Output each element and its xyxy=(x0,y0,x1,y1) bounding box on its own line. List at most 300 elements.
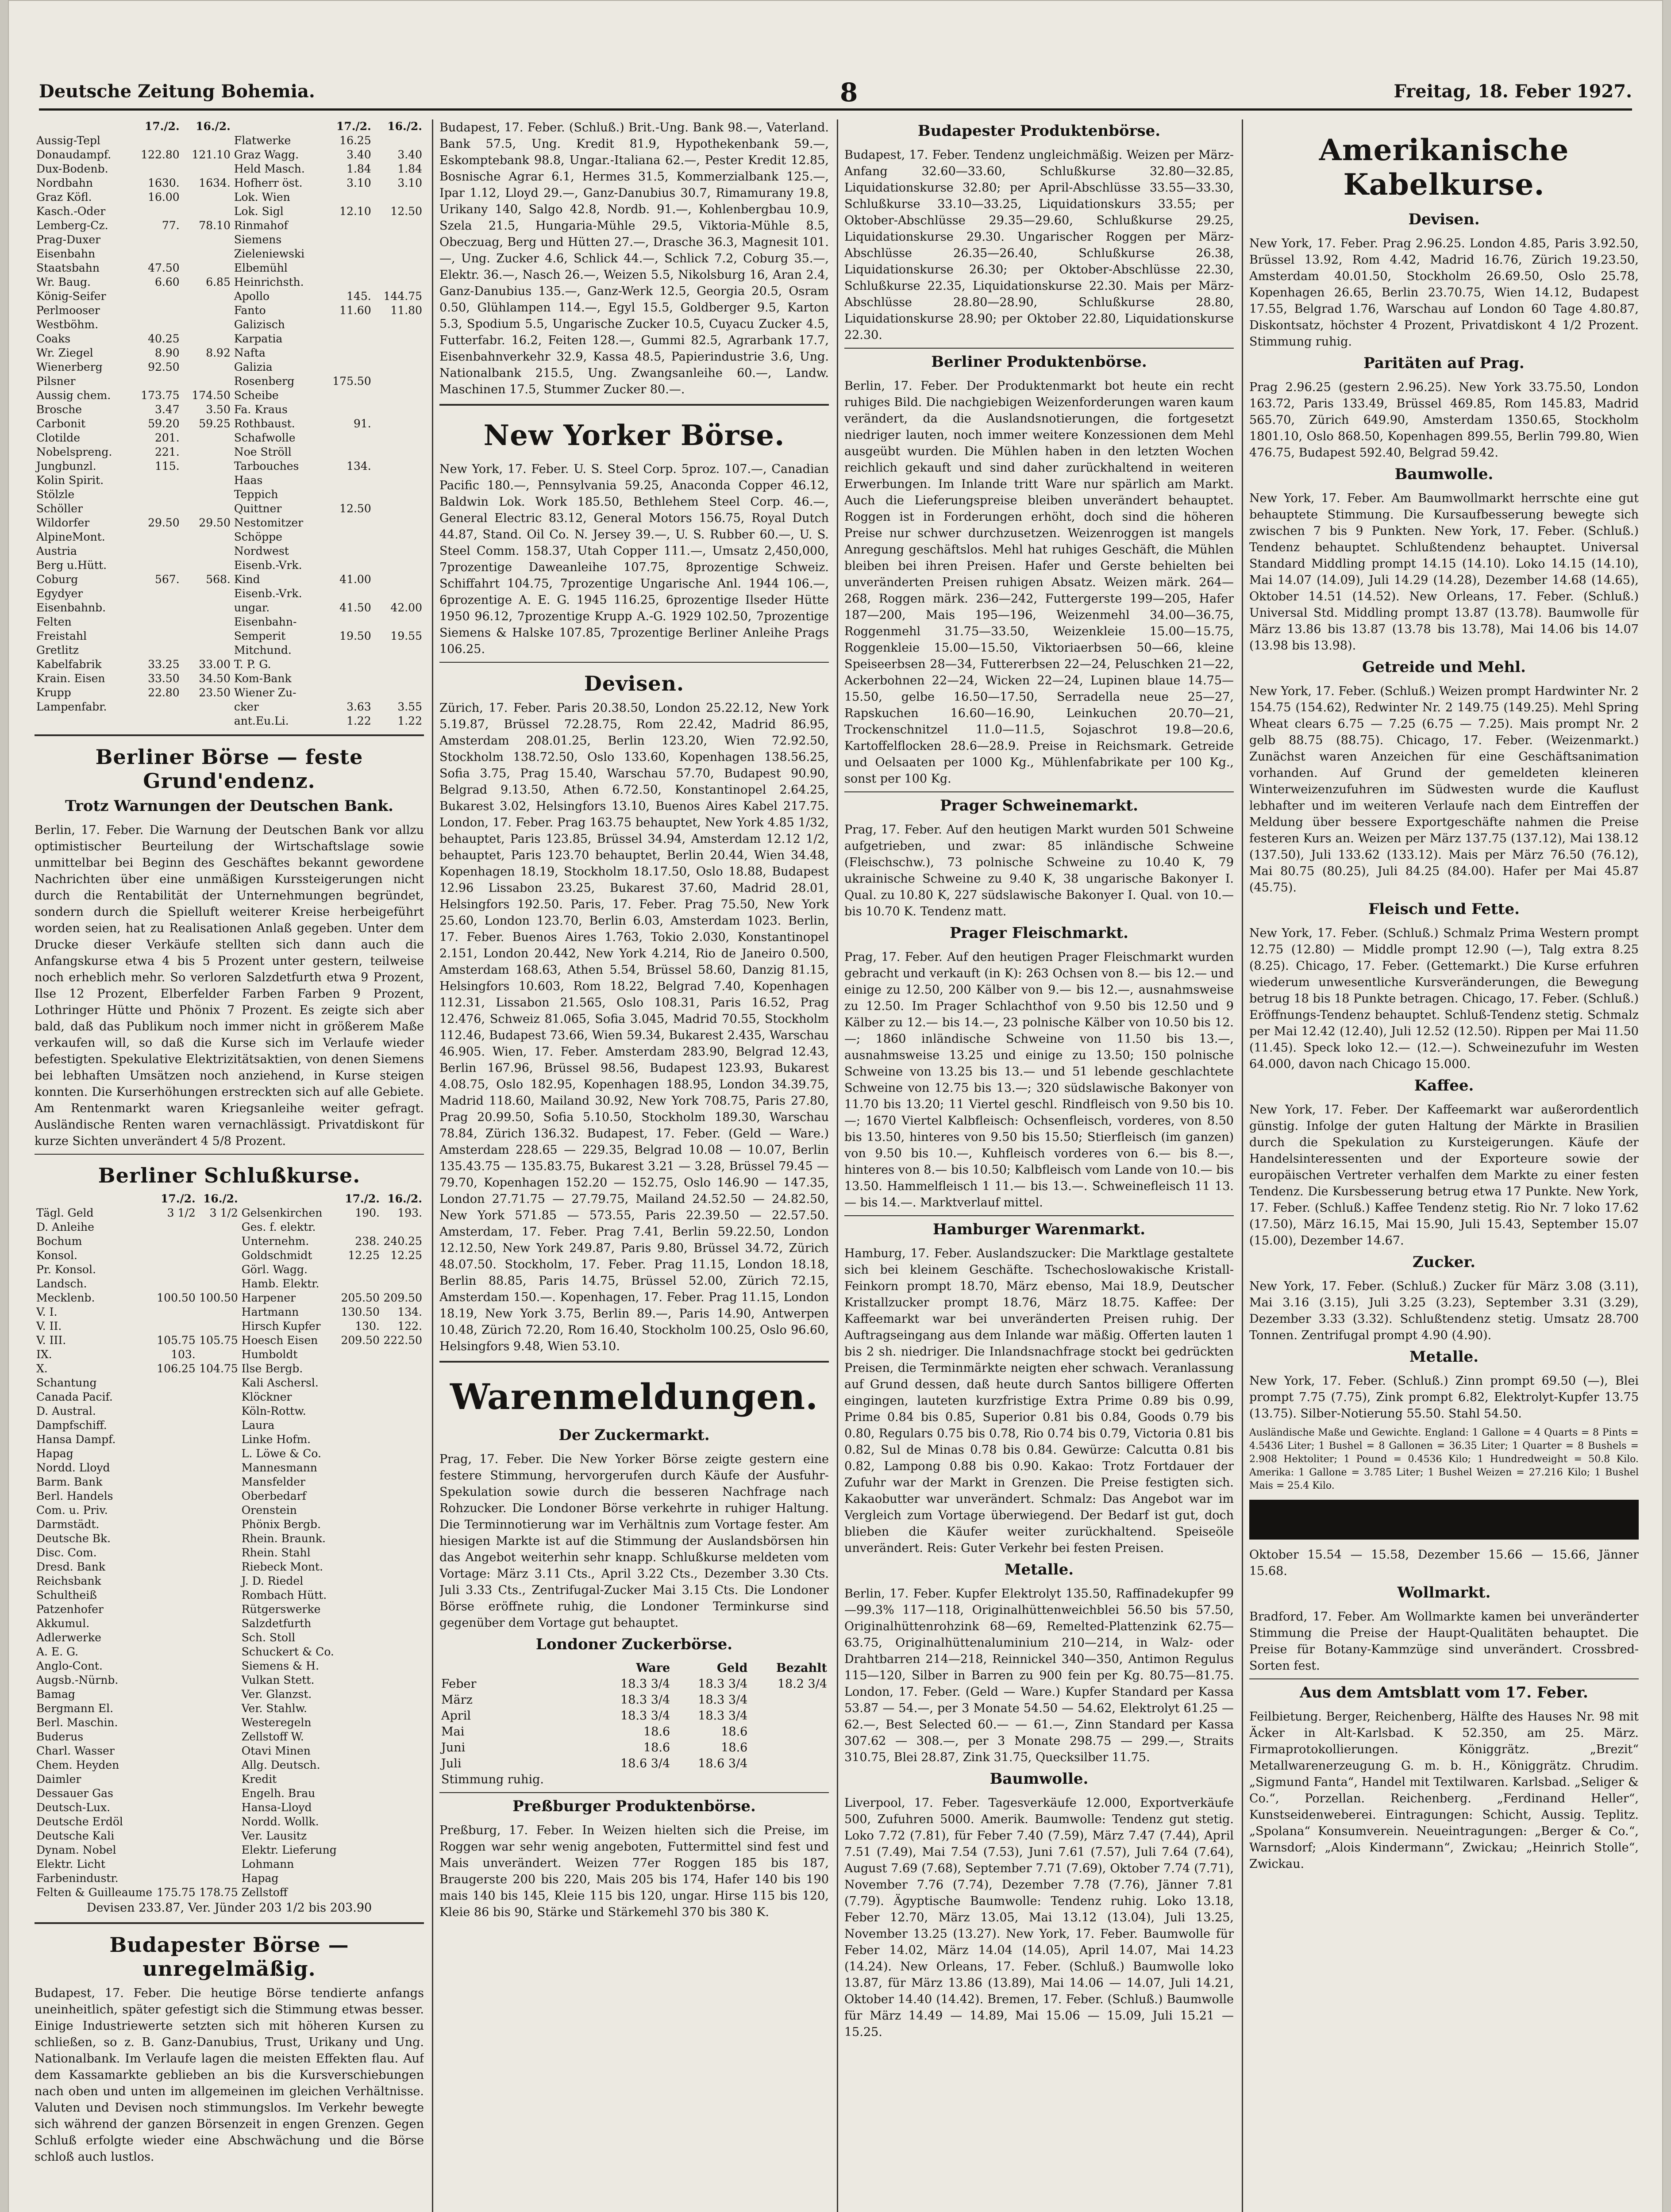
london-sugar-title: Londoner Zuckerbörse. xyxy=(535,1636,733,1653)
table-cell: Klöckner xyxy=(241,1390,292,1403)
table-row xyxy=(35,1857,424,1871)
table-cell xyxy=(197,1376,240,1390)
berlin-produce-title: Berliner Produktenbörse. xyxy=(931,353,1147,371)
table-cell xyxy=(381,1857,424,1871)
table-cell: 1630. xyxy=(148,177,180,189)
table-cell xyxy=(381,1588,424,1602)
table-cell xyxy=(381,1503,424,1517)
table-cell: 103. xyxy=(171,1348,196,1361)
table-row xyxy=(35,1631,424,1645)
table-row xyxy=(35,530,424,544)
table-cell: 59.25 xyxy=(199,417,231,430)
table-cell: 16.25 xyxy=(339,134,371,147)
table-cell xyxy=(381,1390,424,1404)
table-cell xyxy=(197,1546,240,1560)
table-cell xyxy=(381,1631,424,1645)
table-cell xyxy=(381,1772,424,1786)
table-cell: Konsol. xyxy=(36,1249,77,1262)
table-cell xyxy=(197,1801,240,1815)
table-cell: Bochum xyxy=(36,1235,82,1248)
table-row xyxy=(35,459,424,473)
table-cell xyxy=(197,1390,240,1404)
table-cell: 18.6 xyxy=(643,1741,670,1755)
table-cell: Siemens & H. xyxy=(241,1659,320,1672)
table-cell xyxy=(339,1362,381,1376)
table-cell: 11.60 xyxy=(339,304,371,317)
table-cell: 17./2. xyxy=(345,1192,380,1205)
table-cell xyxy=(322,233,373,247)
us-metals-report: New York, 17. Feber. (Schluß.) Zinn prompt 69.50 (—), Blei prompt 7.75 (7.75), Zink prompt 6.82, Elektrolyt-Kupfer 13.75 (13.75). Silber-Notierung 55.50. Stahl 54.50. xyxy=(1249,1374,1639,1421)
table-cell xyxy=(130,502,181,516)
table-cell xyxy=(439,1660,594,1676)
table-cell xyxy=(155,1701,197,1716)
table-cell: Farbenindustr. xyxy=(36,1872,119,1885)
us-cotton-report: New York, 17. Feber. Am Baumwollmarkt herrschte eine gut behauptete Stimmung. Die Kursaufbesserung bewegte sich zwischen 7 bis 9 Punkten. New York, 17. Feber. (Schluß.) Tendenz behauptet. Schlußtendenz behauptet. Universal Standard Middling prompt 14.15 (14.10). Loko 14.15 (14.10), Mai 14.07 (14.09), Juli 14.29 (14.28), Dezember 14.68 (14.65), Oktober 14.51 (14.52). New Orleans, 17. Feber. (Schluß.) Universal Std. Middling prompt 13.87 (13.78). Baumwolle für März 13.86 bis 13.87 (13.78 bis 13.78), Mai 14.06 bis 14.07 (13.98 bis 13.98). xyxy=(1249,492,1639,653)
table-cell xyxy=(339,1730,381,1744)
table-cell: V. II. xyxy=(36,1320,62,1333)
table-cell xyxy=(381,1744,424,1758)
table-cell xyxy=(197,1617,240,1631)
grain-flour-report: New York, 17. Feber. (Schluß.) Weizen prompt Hardwinter Nr. 2 154.75 (154.62), Redwinter Nr. 2 149.75 (149.25). Mehl Spring Wheat clears 6.75 — 7.25 (6.75 — 7.25). Mais prompt Nr. 2 gelb 88.75 (88.75). Chicago, 17. Feber. (Weizenmarkt.) Zunächst waren Anzeichen für eine Geschäftsanimation vorhanden. Auf Grund der gemeldeten kleineren Winterweizenzufuhren im Südwesten wurde die Kauflust lebhafter und im weiteren Verlaufe nach dem Eintreffen der Meldung über bessere Exportgeschäfte nahmen die Preise festeren Kurs an. Weizen per März 137.75 (137.12), Mai 138.12 (137.50), Juli 133.62 (133.12). Mais per März 76.50 (76.12), Mai 80.75 (80.25), Juli 84.25 (84.00). Hafer per Mai 45.87 (45.75). xyxy=(1249,684,1639,895)
table-cell: Hoesch Eisen xyxy=(241,1334,318,1347)
table-cell xyxy=(749,1740,829,1756)
table-cell: Anglo-Cont. xyxy=(36,1659,103,1672)
table-cell xyxy=(381,1517,424,1532)
table-cell xyxy=(197,1730,240,1744)
table-cell xyxy=(155,1489,197,1503)
table-cell xyxy=(155,1546,197,1560)
table-cell xyxy=(381,1574,424,1588)
table-cell xyxy=(197,1857,240,1871)
table-row xyxy=(35,1348,424,1362)
table-cell xyxy=(381,1461,424,1475)
table-cell: Nordwest xyxy=(234,545,289,557)
table-cell xyxy=(181,162,232,176)
table-cell: 18.3 3/4 xyxy=(620,1693,670,1707)
table-cell: 77. xyxy=(162,219,180,232)
table-cell: Rombach Hütt. xyxy=(241,1589,327,1601)
cotton-report: Liverpool, 17. Feber. Tagesverkäufe 12.000, Exportverkäufe 500, Zufuhren 5000. Amerik. Baumwolle: Tendenz gut stetig. Loko 7.72 (7.81), für Feber 7.40 (7.59), März 7.47 (7.44), April 7.51 (7.49), Mai 7.54 (7.53), Juni 7.61 (7.57), Juli 7.64 (7.64), August 7.69 (7.68), September 7.71 (7.69), Oktober 7.74 (7.71), November 7.76 (7.74), Dezember 7.78 (7.76), Jänner 7.81 (7.79). Ägyptische Baumwolle: Tendenz ruhig. Loko 13.18, Feber 12.70, März 13.05, Mai 13.12 (13.04), Juli 13.25, November 13.25 (13.27). New York, 17. Feber. Baumwolle für Feber 14.02, März 14.04 (14.05), April 14.07, Mai 14.23 (14.24). New Orleans, 17. Feber. (Schluß.) Baumwolle loko 13.87, für März 13.86 (13.89), Mai 14.06 — 14.07, Juli 14.21, Oktober 14.40 (14.42). Bremen, 17. Feber. (Schluß.) Baumwolle für März 14.49 — 14.89, Mai 15.06 — 15.09, Juli 15.21 — 15.25. xyxy=(844,1796,1234,2039)
table-cell xyxy=(373,318,424,332)
table-cell: Hapag xyxy=(36,1447,73,1460)
table-row xyxy=(35,587,424,601)
table-cell: Akkumul. xyxy=(36,1617,90,1630)
us-metals-title: Metalle. xyxy=(1409,1348,1479,1366)
table-row xyxy=(35,1815,424,1829)
table-cell: 18.3 3/4 xyxy=(698,1709,748,1723)
table-cell: Com. u. Priv. xyxy=(36,1504,108,1517)
table-cell: Hartmann xyxy=(241,1306,299,1318)
table-cell xyxy=(322,615,373,629)
table-row xyxy=(35,1673,424,1687)
table-row xyxy=(35,190,424,204)
table-cell: 8.90 xyxy=(154,346,180,359)
table-row xyxy=(35,1701,424,1716)
table-cell xyxy=(197,1432,240,1447)
table-cell: Fa. Kraus xyxy=(234,403,288,416)
table-cell: 18.6 xyxy=(643,1725,670,1739)
table-cell xyxy=(339,1659,381,1673)
table-cell xyxy=(35,714,130,728)
us-sugar-title: Zucker. xyxy=(1412,1253,1476,1271)
table-cell xyxy=(155,1517,197,1532)
table-cell xyxy=(322,445,373,459)
table-cell xyxy=(381,1758,424,1772)
divider xyxy=(35,1154,424,1155)
table-cell: Kredit xyxy=(241,1773,277,1786)
table-cell xyxy=(181,601,232,615)
table-cell: Westeregeln xyxy=(241,1716,312,1729)
table-row xyxy=(439,1676,829,1692)
us-cotton-title: Baumwolle. xyxy=(1394,465,1494,483)
table-cell: Pr. Konsol. xyxy=(36,1263,96,1276)
table-cell: 130. xyxy=(355,1320,380,1333)
table-cell: 22.80 xyxy=(148,686,180,699)
table-cell: Bergmann El. xyxy=(36,1702,114,1715)
table-row xyxy=(35,346,424,360)
table-cell xyxy=(373,516,424,530)
sugar-market-title: Der Zuckermarkt. xyxy=(558,1426,710,1444)
table-cell xyxy=(381,1432,424,1447)
table-cell: Felten xyxy=(36,615,72,628)
table-cell xyxy=(339,1574,381,1588)
new-york-exchange-title: New Yorker Börse. xyxy=(483,419,785,452)
table-cell xyxy=(339,1631,381,1645)
table-row xyxy=(35,714,424,728)
table-row xyxy=(35,1829,424,1843)
table-cell xyxy=(373,672,424,686)
table-cell xyxy=(155,1758,197,1772)
table-row xyxy=(35,1475,424,1489)
table-cell xyxy=(155,1588,197,1602)
table-row xyxy=(35,1602,424,1617)
table-cell: Perlmooser xyxy=(36,304,100,317)
table-cell: Bezahlt xyxy=(776,1661,827,1675)
table-cell xyxy=(381,1475,424,1489)
table-cell xyxy=(373,473,424,488)
table-cell: 23.50 xyxy=(199,686,231,699)
table-cell xyxy=(339,1532,381,1546)
wool-quotes: Oktober 15.54 — 15.58, Dezember 15.66 — 15.66, Jänner 15.68. xyxy=(1249,1548,1639,1578)
table-row xyxy=(35,1772,424,1786)
table-cell: Eisenb.-Vrk. xyxy=(234,587,302,600)
table-row xyxy=(35,1263,424,1277)
table-cell xyxy=(155,1248,197,1263)
table-cell: 115. xyxy=(154,460,180,472)
table-cell: Humboldt xyxy=(241,1348,298,1361)
table-cell xyxy=(373,502,424,516)
column-4 xyxy=(1249,119,1639,2212)
table-cell xyxy=(155,1744,197,1758)
foreign-exchange-report: Zürich, 17. Feber. Paris 20.38.50, London 25.22.12, New York 5.19.87, Brüssel 72.28.75, Rom 22.42, Madrid 86.95, Amsterdam 208.01.25, Berlin 123.20, Wien 72.92.50, Stockholm 138.72.50, Oslo 133.60, Kopenhagen 138.56.25, Sofia 3.75, Prag 15.40, Warschau 57.70, Budapest 90.90, Belgrad 9.13.50, Athen 6.72.50, Konstantinopel 2.64.25, Bukarest 3.02, Helsingfors 13.10, Buenos Aires Kabel 217.75. London, 17. Feber. Prag 163.75 behauptet, New York 4.85 1/32, behauptet, Paris 123.85, Brüssel 34.94, Amsterdam 12.12 1/2, behauptet, Paris 123.70 behauptet, Berlin 20.44, Wien 34.48, Kopenhagen 18.19, Stockholm 18.17.50, Oslo 18.88, Budapest 12.96 Lissabon 23.25, Bukarest 37.60, Madrid 28.01, Helsingfors 192.50. Paris, 17. Feber. Prag 75.50, New York 25.60, London 123.70, Berlin 6.03, Amsterdam 1023. Berlin, 17. Feber. Buenos Aires 1.763, Tokio 2.030, Konstantinopel 2.151, London 20.442, New York 4.214, Rio de Janeiro 0.500, Amsterdam 168.63, Athen 5.54, Brüssel 58.60, Danzig 81.15, Helsingfors 10.603, Rom 18.22, Belgrad 7.40, Kopenhagen 112.31, Lissabon 21.565, Oslo 108.31, Paris 16.52, Prag 12.476, Schweiz 81.065, Sofia 3.045, Madrid 70.55, Stockholm 112.46, Budapest 73.66, Wien 59.34, Bukarest 2.435, Warschau 46.905. Wien, 17. Feber. Amsterdam 283.90, Belgrad 12.43, Berlin 167.96, Brüssel 98.56, Budapest 123.93, Bukarest 4.08.75, Oslo 182.95, Kopenhagen 188.95, London 34.39.75, Madrid 118.60, Mailand 30.92, New York 708.75, Paris 27.80, Prag 20.99.50, Sofia 5.10.50, Stockholm 189.30, Warschau 78.84, Zürich 136.32. Budapest, 17. Feber. (Geld — Ware.) Amsterdam 228.65 — 229.35, Belgrad 10.08 — 10.07, Berlin 135.43.75 — 135.83.75, Bukarest 3.21 — 3.28, Brüssel 79.45 — 79.70, Kopenhagen 152.20 — 152.75, Oslo 146.90 — 147.35, London 27.71.75 — 27.79.75, Mailand 24.52.50 — 24.82.50, New York 571.85 — 573.55, Paris 22.39.50 — 22.57.50. Amsterdam, 17. Feber. Prag 7.41, Berlin 59.22.50, London 12.12.50, New York 249.87, Paris 9.80, Brüssel 34.72, Zürich 48.07.50. Stockholm, 17. Feber. Prag 11.15, London 18.18, Berlin 88.85, Paris 14.75, Brüssel 52.00, Zürich 72.15, Amsterdam 150.—. Kopenhagen, 17. Feber. Prag 11.15, London 18.19, New York 3.75, Berlin 89.—, Paris 14.90, Antwerpen 10.48, Zürich 72.20, Rom 16.40, Stockholm 100.25, Oslo 96.60, Helsingfors 9.48, Wien 53.10. xyxy=(439,701,829,1353)
table-cell xyxy=(197,1744,240,1758)
table-cell xyxy=(181,233,232,247)
foreign-exchange-title: Devisen. xyxy=(584,672,684,695)
table-cell: Augsb.-Nürnb. xyxy=(36,1674,119,1686)
coffee-title: Kaffee. xyxy=(1414,1077,1474,1094)
table-cell xyxy=(381,1263,424,1277)
table-cell: Galizia xyxy=(234,361,273,373)
table-cell: 40.25 xyxy=(148,332,180,345)
table-cell: Juni xyxy=(441,1741,466,1755)
table-cell: Rhein. Braunk. xyxy=(241,1532,326,1545)
table-cell xyxy=(322,431,373,445)
table-cell xyxy=(322,686,373,700)
table-cell xyxy=(339,1645,381,1659)
table-cell: 144.75 xyxy=(383,290,422,303)
table-cell xyxy=(155,1390,197,1404)
table-cell: 209.50 xyxy=(341,1334,380,1347)
table-cell xyxy=(130,587,181,601)
table-cell: 12.25 xyxy=(348,1249,380,1262)
table-cell: Rothbaust. xyxy=(234,417,295,430)
table-cell: A. E. G. xyxy=(36,1645,79,1658)
table-row xyxy=(35,1801,424,1815)
hamburg-market-report: Hamburg, 17. Feber. Auslandszucker: Die Marktlage gestaltete sich bei kleinem Geschäfte. Tschechoslowakische Kristall-Feinkorn prompt 18.70, März ebenso, Mai 18.9, Deutscher Kristallzucker prompt 18.76, März 18.75. Kaffee: Der Kaffeemarkt war bei unveränderten Preisen ruhig. Der Auftragseingang aus dem Inlande war mäßig. Offerten lauten 1 bis 2 sh. niedriger. Die Inlandsnachfrage stockt bei gedrückten Preisen, die Terminmärkte neigten eher schwach. Veranlassung auf Grund dessen, daß heute durch Santos billigere Offerten eingingen, lauteten kurzfristige Extra Prime 0.89 bis 0.99, Prime 0.84 bis 0.85, Superior 0.81 bis 0.84, Goods 0.79 bis 0.80, Regulars 0.75 bis 0.78, Rio 0.74 bis 0.79, Victoria 0.81 bis 0.82, Sul de Minas 0.78 bis 0.84. Gewürze: Calcutta 0.81 bis 0.82, Lampong 0.88 bis 0.90. Kakao: Trotz Fortdauer der Zufuhr war der Markt in Grenzen. Die Preise festigten sich. Kakaobutter war unverändert. Schmalz: Das Angebot war im Vergleich zum Vortage überwiegend. Der Bedarf ist gut, doch blieben die Käufer weiter zurückhaltend. Speiseöle unverändert. Reis: Guter Verkehr bei festen Preisen. xyxy=(844,1247,1234,1555)
table-cell: Austria xyxy=(36,545,77,557)
table-row xyxy=(439,1724,829,1740)
table-cell xyxy=(322,558,373,572)
table-cell: Engelh. Brau xyxy=(241,1787,316,1800)
table-cell xyxy=(197,1645,240,1659)
table-cell: 16./2. xyxy=(203,1192,238,1205)
table-cell: Schultheiß xyxy=(36,1589,97,1601)
us-foreign-exchange-title: Devisen. xyxy=(1408,211,1480,228)
table-cell: 1634. xyxy=(199,177,231,189)
table-row xyxy=(35,148,424,162)
table-cell: 59.20 xyxy=(148,417,180,430)
table-row xyxy=(35,473,424,488)
table-cell: Mitchund. xyxy=(234,644,292,657)
table-row xyxy=(35,1447,424,1461)
table-cell xyxy=(181,332,232,346)
table-cell xyxy=(197,1263,240,1277)
table-cell xyxy=(130,247,181,261)
table-cell: Staatsbahn xyxy=(36,261,100,274)
table-cell: Noe Ströll xyxy=(234,445,292,458)
table-cell xyxy=(373,388,424,403)
table-cell xyxy=(749,1708,829,1724)
table-cell: 3 1/2 xyxy=(167,1206,196,1219)
table-cell xyxy=(181,261,232,275)
table-row xyxy=(35,1843,424,1857)
table-cell: Charl. Wasser xyxy=(36,1744,115,1757)
table-cell xyxy=(339,1687,381,1701)
table-cell xyxy=(322,587,373,601)
table-cell xyxy=(381,1404,424,1418)
table-cell xyxy=(197,1475,240,1489)
table-cell: Krain. Eisen xyxy=(36,672,105,685)
table-cell: 16.00 xyxy=(148,191,180,204)
table-cell xyxy=(155,1574,197,1588)
table-cell xyxy=(339,1503,381,1517)
table-row xyxy=(35,1532,424,1546)
table-cell: 18.6 xyxy=(721,1725,748,1739)
table-cell xyxy=(339,1390,381,1404)
table-cell: Held Masch. xyxy=(234,162,305,175)
table-cell xyxy=(381,1716,424,1730)
berlin-closing-footnote: Devisen 233.87, Ver. Jünder 203 1/2 bis 203.90 xyxy=(86,1901,372,1915)
table-cell xyxy=(322,530,373,544)
table-cell: 41.00 xyxy=(339,573,371,586)
wool-market-title: Wollmarkt. xyxy=(1397,1584,1491,1601)
table-cell xyxy=(197,1871,240,1886)
table-row xyxy=(35,1588,424,1602)
table-cell xyxy=(130,303,181,318)
table-cell xyxy=(373,488,424,502)
table-cell xyxy=(373,134,424,148)
table-cell: Dessauer Gas xyxy=(36,1787,113,1800)
stock-quotes-table xyxy=(35,119,424,728)
table-cell: 3 1/2 xyxy=(209,1206,238,1219)
table-cell: 122. xyxy=(397,1320,422,1333)
table-cell xyxy=(181,247,232,261)
table-cell xyxy=(240,1192,339,1206)
table-cell xyxy=(181,629,232,643)
table-cell xyxy=(339,1871,381,1886)
berlin-exchange-report: Berlin, 17. Feber. Die Warnung der Deutschen Bank vor allzu optimistischer Beurteilung der Wirtschaftslage sowie unmittelbar bei Beginn des Geschäftes bekannt gewordene Nachrichten über eine unmäßigen Kurssteigerungen nicht durch die Rentabilität der Unternehmungen begründet, sondern durch die Spielluft weiterer Kreise herbeigeführt worden seien, hat zu Realisationen Anlaß gegeben. Unter dem Drucke dieser Verkäufe stellten sich dann auch die Anfangskurse etwa 4 bis 5 Prozent unter gestern, teilweise noch erheblich mehr. So verloren Salzdetfurth etwa 9 Prozent, Ilse 12 Prozent, Elberfelder Farben Farben 9 Prozent, Lothringer Hütte und Phönix 7 Prozent. Es zeigte sich aber bald, daß das Publikum noch immer nicht in größerem Maße verkaufen will, so daß die Kurse sich im Verlaufe wieder befestigten. Spekulative Elektrizitätsaktien, von denen Siemens bei lebhaften Umsätzen noch anziehend, in Kurse steigen konnten. Die Kurserhöhungen erstreckten sich auf alle Gebiete. Am Rentenmarkt waren Kriegsanleihe weiter gefragt. Ausländische Renten waren vernachlässigt. Privatdiskont für kurze Sichten unverändert 4 5/8 Prozent. xyxy=(35,823,424,1148)
table-row xyxy=(35,332,424,346)
table-cell xyxy=(197,1602,240,1617)
table-cell xyxy=(339,1815,381,1829)
table-cell xyxy=(130,488,181,502)
divider xyxy=(439,404,829,406)
table-cell: Krupp xyxy=(36,686,71,699)
table-cell xyxy=(130,374,181,388)
table-cell: Heinrichsth. xyxy=(234,276,304,288)
table-cell: 3.47 xyxy=(154,403,180,416)
table-cell: Stimmung ruhig. xyxy=(441,1773,544,1786)
table-cell xyxy=(130,134,181,148)
table-cell xyxy=(322,516,373,530)
table-cell: L. Löwe & Co. xyxy=(241,1447,321,1460)
meat-market-title: Prager Fleischmarkt. xyxy=(950,924,1128,942)
table-cell: 1.22 xyxy=(347,714,371,727)
table-row xyxy=(35,403,424,417)
table-cell: Elektr. Lieferung xyxy=(241,1843,337,1856)
table-cell: Lok. Sigl xyxy=(234,205,284,218)
table-cell: 1.22 xyxy=(397,714,422,727)
table-header-row xyxy=(35,119,424,134)
table-cell xyxy=(197,1418,240,1432)
table-cell: 105.75 xyxy=(157,1334,196,1347)
table-cell: Sch. Stoll xyxy=(241,1631,296,1644)
table-cell: Mai xyxy=(441,1725,465,1739)
table-cell xyxy=(339,1348,381,1362)
table-cell xyxy=(155,1716,197,1730)
table-cell xyxy=(130,714,181,728)
table-cell: Berg u.Hütt. xyxy=(36,559,107,572)
table-cell xyxy=(594,1772,672,1788)
table-cell xyxy=(373,459,424,473)
table-row xyxy=(35,657,424,672)
table-cell xyxy=(197,1305,240,1319)
table-cell: Semperit xyxy=(234,630,286,642)
table-cell xyxy=(197,1248,240,1263)
table-cell: Zellstoff xyxy=(241,1886,288,1899)
table-cell xyxy=(373,261,424,275)
table-cell: 17./2. xyxy=(144,120,180,133)
table-cell xyxy=(197,1560,240,1574)
table-header-row xyxy=(439,1660,829,1676)
divider xyxy=(844,348,1234,349)
table-cell xyxy=(381,1220,424,1234)
budapest-exchange-title: Budapester Börse — unregelmäßig. xyxy=(109,1933,349,1981)
table-cell xyxy=(155,1447,197,1461)
table-cell: Berl. Maschin. xyxy=(36,1716,118,1729)
table-cell xyxy=(155,1532,197,1546)
table-cell: Otavi Minen xyxy=(241,1744,311,1757)
table-cell: Jungbunzl. xyxy=(36,460,96,472)
table-cell xyxy=(197,1461,240,1475)
table-cell xyxy=(155,1602,197,1617)
table-cell xyxy=(381,1829,424,1843)
table-cell xyxy=(181,303,232,318)
table-cell: März xyxy=(441,1693,473,1707)
table-cell xyxy=(181,318,232,332)
table-cell xyxy=(381,1418,424,1432)
table-cell: Ilse Bergb. xyxy=(241,1362,303,1375)
table-cell xyxy=(155,1857,197,1871)
table-cell xyxy=(155,1673,197,1687)
table-cell xyxy=(155,1319,197,1333)
table-cell xyxy=(381,1687,424,1701)
table-cell: Westböhm. xyxy=(36,318,99,331)
table-cell: Stölzle xyxy=(36,488,75,501)
coffee-report: New York, 17. Feber. Der Kaffeemarkt war außerordentlich günstig. Infolge der guten Haltung der Märkte in Brasilien durch die Spekulation zu Kursteigerungen. Käufe der Handelsinteressenten und der Exporteure sowie der europäischen Vertreter verhalfen dem Markte zu einer festen Tendenz. Die Kursbesserung betrug etwa 17 Punkte. New York, 17. Feber. (Schluß.) Kaffee Tendenz stetig. Rio Nr. 7 loko 17.62 (17.50), März 16.15, Mai 15.90, Juli 15.43, September 15.07 (15.00), Dezember 14.67. xyxy=(1249,1103,1639,1248)
table-cell: Nestomitzer xyxy=(234,516,304,529)
table-row xyxy=(35,1333,424,1348)
table-cell xyxy=(197,1786,240,1801)
table-cell xyxy=(197,1815,240,1829)
table-cell: Brosche xyxy=(36,403,82,416)
table-cell xyxy=(181,431,232,445)
table-cell xyxy=(130,473,181,488)
table-cell: Karpatia xyxy=(234,332,283,345)
official-gazette-report: Feilbietung. Berger, Reichenberg, Hälfte des Hauses Nr. 98 mit Äcker in Alt-Karlsbad. K 52.350, am 25. März. Firmaprotokollierungen. Königgrätz. „Brezit“ Metallwarenerzeugung G. m. b. H., Königgrätz. Chrudim. „Sigmund Fanta“, Handel mit Textilwaren. Karlsbad. „Seliger & Co.“, Porzellan. Reichenberg. „Ferdinand Heller“, Kunstseidenweberei. Eintragungen: Schicht, Aussig. Teplitz. „Spolana“ Konsumverein. Neueintragungen: „Berger & Co.“, Warnsdorf; „Alois Kindermann“, Zwickau; „Heinrich Stolle“, Zwickau. xyxy=(1249,1710,1639,1871)
table-cell: Graz Wagg. xyxy=(234,148,299,161)
table-cell: 209.50 xyxy=(383,1291,422,1304)
table-cell: Lok. Wien xyxy=(234,191,290,204)
table-cell xyxy=(155,1418,197,1432)
table-row xyxy=(35,1234,424,1248)
table-cell xyxy=(130,700,181,714)
pig-market-report: Prag, 17. Feber. Auf den heutigen Markt wurden 501 Schweine aufgetrieben, und zwar: 85 inländische Schweine (Fleischschw.), 73 polnische Schweine zu 10.40 K, 79 ukrainische Schweine zu 9.40 K, 38 ungarische Bakonyer I. Qual. zu 10.80 K, 227 südslawische Bakonyer I. Qual. von 10.— bis 10.70 K. Tendenz matt. xyxy=(844,823,1234,918)
table-cell xyxy=(130,601,181,615)
table-cell: IX. xyxy=(36,1348,52,1361)
table-cell xyxy=(373,219,424,233)
table-cell: Schuckert & Co. xyxy=(241,1645,334,1658)
table-cell xyxy=(322,360,373,374)
table-cell: Deutsche Bk. xyxy=(36,1532,111,1545)
table-row xyxy=(35,1786,424,1801)
table-cell xyxy=(181,134,232,148)
table-cell: Mannesmann xyxy=(241,1461,317,1474)
table-cell: 34.50 xyxy=(199,672,231,685)
table-cell: 18.2 3/4 xyxy=(777,1677,827,1691)
column-3 xyxy=(844,119,1234,2212)
budapest-exchange-report: Budapest, 17. Feber. Die heutige Börse tendierte anfangs uneinheitlich, später gefestigt sich die Stimmung etwas besser. Einige Industriewerte setzten sich mit höheren Kursen zu schließen, so z. B. Ganz-Danubius, Trust, Urikany und Ung. Nationalbank. Im Verlaufe lagen die meisten Effekten flau. Auf dem Kassamarkte geblieben an bis die Kursverschiebungen nach oben und unten im allgemeinen im gleichen Verhältnisse. Valuten und Devisen noch stimmungslos. Im Verkehr bewegte sich während der ganzen Börsenzeit in engen Grenzen. Gegen Schluß erfolgte wieder eine Abschwächung und die Börse schloß auch lustlos. xyxy=(35,1986,424,2164)
table-cell: Feber xyxy=(441,1677,477,1691)
cotton-title: Baumwolle. xyxy=(990,1770,1089,1788)
table-cell: Ver. Stahlw. xyxy=(241,1702,307,1715)
table-cell xyxy=(322,488,373,502)
table-cell xyxy=(197,1517,240,1532)
table-cell: Nordd. Wollk. xyxy=(241,1815,319,1828)
table-cell xyxy=(197,1532,240,1546)
table-cell: 104.75 xyxy=(199,1362,238,1375)
table-cell: Geld xyxy=(716,1661,748,1675)
